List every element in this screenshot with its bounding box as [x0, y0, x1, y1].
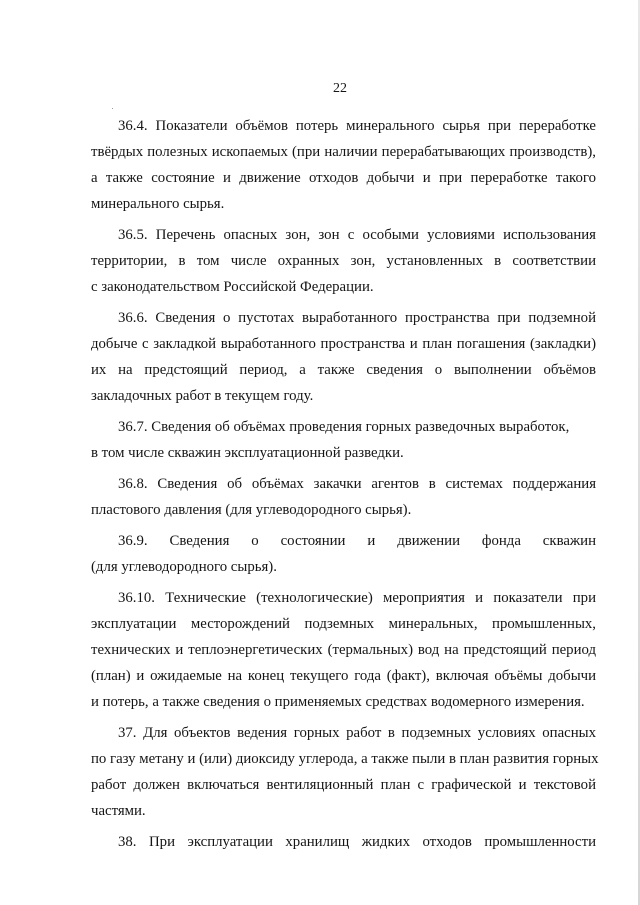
text-line: (для углеводородного сырья). [91, 559, 277, 575]
page-number: 22 [333, 81, 347, 96]
text-line: а также состояние и движение отходов добычи и при переработке такого [91, 170, 596, 186]
paragraph-36-5 [91, 222, 596, 300]
text-line: (план) и ожидаемые на конец текущего года (факт), включая объёмы добычи [91, 668, 596, 684]
paragraph-36-6 [91, 305, 596, 409]
text-line: твёрдых полезных ископаемых (при наличии перерабатывающих производств), [91, 144, 596, 160]
text-line: частями. [91, 803, 146, 819]
text-line: с законодательством Российской Федерации. [91, 279, 374, 295]
paragraph-38 [91, 829, 596, 855]
text-line: эксплуатации месторождений подземных минеральных, промышленных, [91, 616, 596, 632]
scan-dot [112, 108, 113, 109]
text-line: 36.8. Сведения об объёмах закачки агентов в системах поддержания [118, 476, 596, 492]
paragraph-36-9 [91, 528, 596, 580]
text-line: 37. Для объектов ведения горных работ в подземных условиях опасных [118, 725, 596, 741]
text-line: закладочных работ в текущем году. [91, 388, 314, 404]
text-line: минерального сырья. [91, 196, 225, 212]
text-line: добыче с закладкой выработанного пространства и план погашения (закладки) [91, 336, 596, 352]
text-line: 36.10. Технические (технологические) мероприятия и показатели при [118, 590, 596, 606]
text-line: их на предстоящий период, а также сведения о выполнении объёмов [91, 362, 596, 378]
text-line: 38. При эксплуатации хранилищ жидких отходов промышленности [118, 834, 596, 850]
text-line: 36.6. Сведения о пустотах выработанного пространства при подземной [118, 310, 596, 326]
text-line: пластового давления (для углеводородного сырья). [91, 502, 412, 518]
text-line: и потерь, а также сведения о применяемых средствах водомерного измерения. [91, 694, 585, 710]
text-line: 36.5. Перечень опасных зон, зон с особыми условиями использования [118, 227, 596, 243]
text-line: 36.4. Показатели объёмов потерь минерального сырья при переработке [118, 118, 596, 134]
text-line: территории, в том числе охранных зон, установленных в соответствии [91, 253, 596, 269]
text-line: технических и теплоэнергетических (термальных) вод на предстоящий период [91, 642, 596, 658]
text-line: 36.9. Сведения о состоянии и движении фонда скважин [118, 533, 596, 549]
paragraph-37 [91, 720, 599, 824]
text-line: 36.7. Сведения об объёмах проведения горных разведочных выработок, [118, 419, 570, 435]
document-body [91, 113, 599, 860]
paragraph-36-8 [91, 471, 596, 523]
paragraph-36-4 [91, 113, 596, 217]
text-line: по газу метану и (или) диоксиду углерода, а также пыли в план развития горных [91, 751, 599, 767]
paragraph-36-7 [91, 414, 596, 466]
paragraph-36-10 [91, 585, 596, 715]
text-line: в том числе скважин эксплуатационной разведки. [91, 445, 404, 461]
text-line: работ должен включаться вентиляционный план с графической и текстовой [91, 777, 596, 793]
